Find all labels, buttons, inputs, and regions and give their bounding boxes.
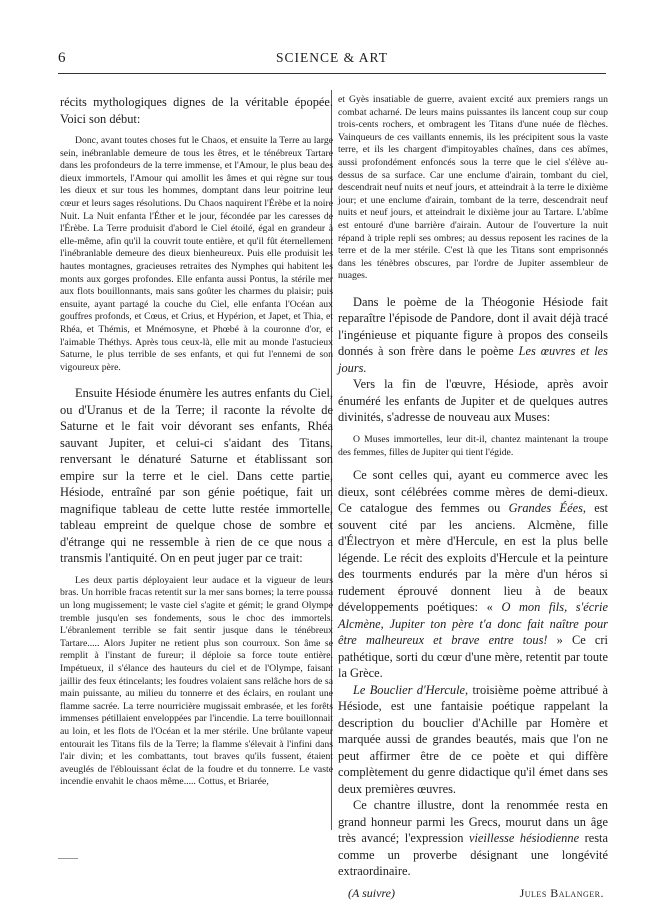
pandore-text: Dans le poème de la Théogonie Hésiode fait reparaître l'épisode de Pandore, dont il avait déjà tracé l'ingénieuse et piquante figure à propos des conseils donnés à son frère dans le poème <box>338 294 608 359</box>
paragraph-demi-dieux <box>338 467 608 682</box>
demi-dieux-text-b: , est souvent cité par les anciens. Alcmène, fille d'Électryon et mère d'Hercule, en est la plus belle légende. Le récit des exploits d'Hercule et la peinture des tourments endurés par la mère d'un héros si rudement éprouvé donnent lieu à de beaux développements poétiques: « <box>338 501 608 615</box>
title-oeuvres-jours: Les œuvres et les jours. <box>338 344 609 375</box>
demi-dieux-text-a: Ce sont celles qui, ayant eu commerce avec les dieux, sont célébrées comme mères de demi-dieux. Ce catalogue des femmes ou <box>338 468 608 516</box>
quote-muses: O Muses immortelles, leur dit-il, chantez maintenant la troupe des femmes, filles de Jupiter qui tient l'égide. <box>338 433 608 458</box>
alcmene-quote: O mon fils, s'écrie Alcmène, Jupiter ton père t'a donc fait naître pour être malheureux et brave entre tous! <box>338 600 608 648</box>
page-header <box>58 50 606 72</box>
chantre-text-a: Ce chantre illustre, dont la renommée resta en grand honneur parmi les Grecs, mourut dans un âge très avancé; l'expression <box>338 798 608 846</box>
right-column <box>338 94 608 901</box>
quote-creation: Donc, avant toutes choses fut le Chaos, et ensuite la Terre au large sein, inébranlable demeure de tous les êtres, et le ténébreux Tartare dans les profondeurs de la terre immense, et l'Amour, le plus beau des dieux immortels, l'Amour qui amollit les âmes et qui règne sur tous les dieux et sur tous les hommes, domptant dans leur poitrine leur cœur et leurs sages résolutions. Du Chaos naquirent l'Érèbe et la noire Nuit. La Nuit enfanta l'Éther et le jour, fécondée par les caresses de l'Érèbe. La Terre produisit d'abord le Ciel étoilé, égal en grandeur à elle-même, afin qu'il la couvrit toute entière, et qu'il fût éternellement l'inébranlable demeure des dieux bienheureux. Puis elle produisit les hautes montagnes, gracieuses retraites des Nymphes qui habitent les monts aux gorges profondes. Elle enfanta aussi Pontus, la stérile mer aux flots bouillonnants, mais sans goûter les charmes du plaisir; puis ensuite, ayant partagé la couche du Ciel, elle enfanta l'Océan aux gouffres profonds, et Cœus, et Crius, et Hypérion, et Japet, et Thia, et Rhéa, et Thémis, et Mnémosyne, et Phœbé à la couronne d'or, et l'aimable Théthys. Après tous ceux-là, elle mit au monde l'astucieux Saturne, le plus terrible de ses enfants, et qui fut l'ennemi de son vigoureux père. <box>60 135 333 373</box>
quote-battle-continued: et Gyès insatiable de guerre, avaient excité aux premiers rangs un combat acharné. De leurs mains puissantes ils lancent coup sur coup trois-cents rochers, et ombragent les Titans d'une nuée de flèches. Vainqueurs de ces vaillants ennemis, ils les précipitent sous la vaste terre, et ils les chargent d'impitoyables chaînes, dans ces abîmes, aussi profondément enfoncés sous la terre que le ciel s'élève au-dessus de sa surface. Car une enclume d'airain, tombant du ciel, descendrait neuf nuits et neuf jours, et atteindrait à la terre le dixième jour; et une enclume d'airain, tombant de la terre, descendrait neuf nuits et neuf jours, et atteindrait le dixième jour au Tartare. L'abîme est entouré d'une barrière d'airain. Autour de l'ouverture la nuit répand à triple repli ses ombres; au dessus reposent les racines de la terre et de la mer stérile. C'est là que les Titans sont emprisonnés dans les ténèbres obscures, par l'ordre de Jupiter assembleur de nuages. <box>338 94 608 282</box>
paragraph-titans: Ensuite Hésiode énumère les autres enfants du Ciel, ou d'Uranus et de la Terre; il raconte la révolte de Saturne et le fait voir dévorant ses enfants, Rhéa sauvant Jupiter, et celui-ci s'aidant des Titans, renversant le dénaturé Saturne et établissant son empire sur la terre et le ciel. Dans cette partie, Hésiode, entraîné par son génie poétique, fait un magnifique tableau de cette lutte restée immortelle, tableau empreint de quelque chose de sombre et d'étrange qui ne ressemble à rien de ce que nous a transmis l'antiquité. On en peut juger par ce trait: <box>60 386 333 566</box>
paragraph-intro: récits mythologiques dignes de la véritable épopée. Voici son début: <box>60 95 333 126</box>
header-rule <box>58 73 606 74</box>
paragraph-muses: Vers la fin de l'œuvre, Hésiode, après avoir énuméré les enfants de Jupiter et de quelques autres divinités, s'adresse de nouveau aux Muses: <box>338 377 608 425</box>
expression-vieillesse: vieillesse hésiodienne <box>468 831 580 846</box>
running-title: SCIENCE & ART <box>276 50 388 65</box>
paragraph-chantre <box>338 797 608 880</box>
quote-battle: Les deux partis déployaient leur audace et la vigueur de leurs bras. Un horrible fracas retentit sur la mer sans bornes; la terre poussa un long mugissement; le vaste ciel s'agite et gémit; le grand Olympe tremble jusqu'en ses fondements, sous le choc des immortels. L'ébranlement terrible se fait sentir jusque dans le ténébreux Tartare..... Alors Jupiter ne retient plus son courroux. Son âme se remplit à l'instant de fureur; il déploie sa force toute entière. Impétueux, il s'élance des hauteurs du ciel et de l'Olympe, faisant jaillir des feux étincelants; les foudres volaient sans relâche hors de sa main puissante, au milieu du tonnerre et des éclairs, en roulant une flamme sacrée. La terre nourricière mugissait embrasée, et les forêts immenses pétillaient enveloppées par l'incendie. La terre bouillonnait au loin, et les flots de l'Océan et la mer stérile. Une brûlante vapeur entourait les Titans fils de la Terre; la flamme s'élevait à l'infini dans l'air divin; et les combattants, tout braves qu'ils fussent, étaient aveuglés de l'éblouissant éclat de la foudre et du tonnerre. Le vaste incendie envahit le chaos même..... Cottus, et Briarée, <box>60 574 333 788</box>
bouclier-text: , troisième poème attribué à Hésiode, est une fantaisie poétique rappelant la description du bouclier d'Achille par Homère et marquée aussi de grandes beautés, mais que l'on ne peut affirmer être de ce poète et qui diffère complètement du genre didactique qu'il émet dans ses deux premières œuvres. <box>338 682 609 796</box>
to-be-continued: (A suivre) <box>348 885 395 900</box>
left-column <box>60 94 333 789</box>
signature-line <box>338 886 608 901</box>
demi-dieux-text-c: » Ce cri pathétique, sorti du cœur d'une mère, retentit par toute la Grèce. <box>338 633 608 681</box>
footer-mark <box>58 858 78 859</box>
page-number: 6 <box>58 50 66 66</box>
chantre-text-b: resta comme un proverbe désignant une longévité extraordinaire. <box>338 831 608 879</box>
paragraph-bouclier <box>338 682 608 798</box>
paragraph-pandore <box>338 294 608 377</box>
author-name: Jules Balanger. <box>519 885 604 900</box>
title-grandes-eees: Grandes Éées <box>508 501 583 516</box>
title-bouclier: Le Bouclier d'Hercule <box>353 682 466 697</box>
